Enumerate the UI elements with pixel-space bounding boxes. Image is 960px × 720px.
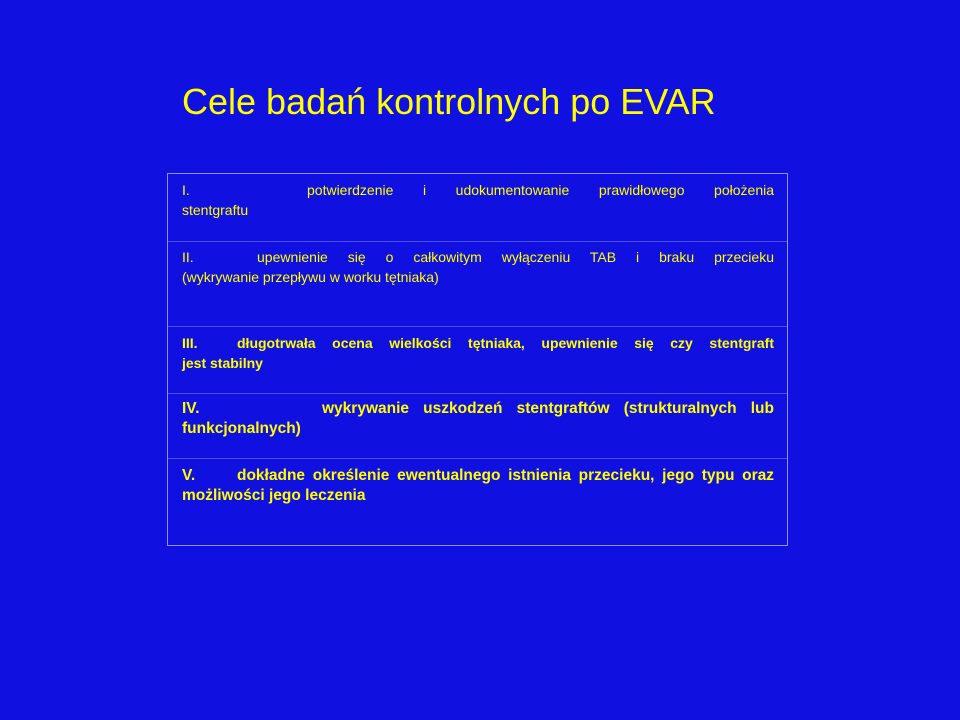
item-text: wykrywanie uszkodzeń stentgraftów (strukturalnych lub [322,400,774,417]
item-first-line [182,466,774,486]
row-divider [168,326,787,327]
item-text: potwierdzenie i udokumentowanie prawidłowego położenia [307,182,774,198]
item-numeral: IV. [182,400,200,417]
item-first-line [182,333,774,353]
item-first-line [182,180,774,200]
item-numeral: II. [182,249,194,265]
list-item [182,333,774,373]
item-continuation: funkcjonalnych) [182,420,301,437]
item-first-line [182,247,774,267]
item-continuation: (wykrywanie przepływu w worku tętniaka) [182,269,439,285]
item-text: dokładne określenie ewentualnego istnienia przecieku, jego typu oraz [237,467,774,484]
list-item [182,180,774,220]
item-numeral: I. [182,182,190,198]
row-divider [168,393,787,394]
item-numeral: V. [182,467,196,484]
slide-title: Cele badań kontrolnych po EVAR [182,81,716,122]
item-text: długotrwała ocena wielkości tętniaka, upewnienie się czy stentgraft [237,335,774,351]
row-divider [168,241,787,242]
row-divider [168,458,787,459]
item-continuation: możliwości jego leczenia [182,487,366,504]
item-first-line [182,399,774,419]
list-item [182,247,774,287]
list-item [182,466,774,506]
item-numeral: III. [182,335,198,351]
list-item [182,399,774,439]
item-continuation: stentgraftu [182,202,249,218]
item-continuation: jest stabilny [182,355,263,371]
objectives-box [167,173,788,546]
item-text: upewnienie się o całkowitym wyłączeniu TAB i braku przecieku [257,249,774,265]
